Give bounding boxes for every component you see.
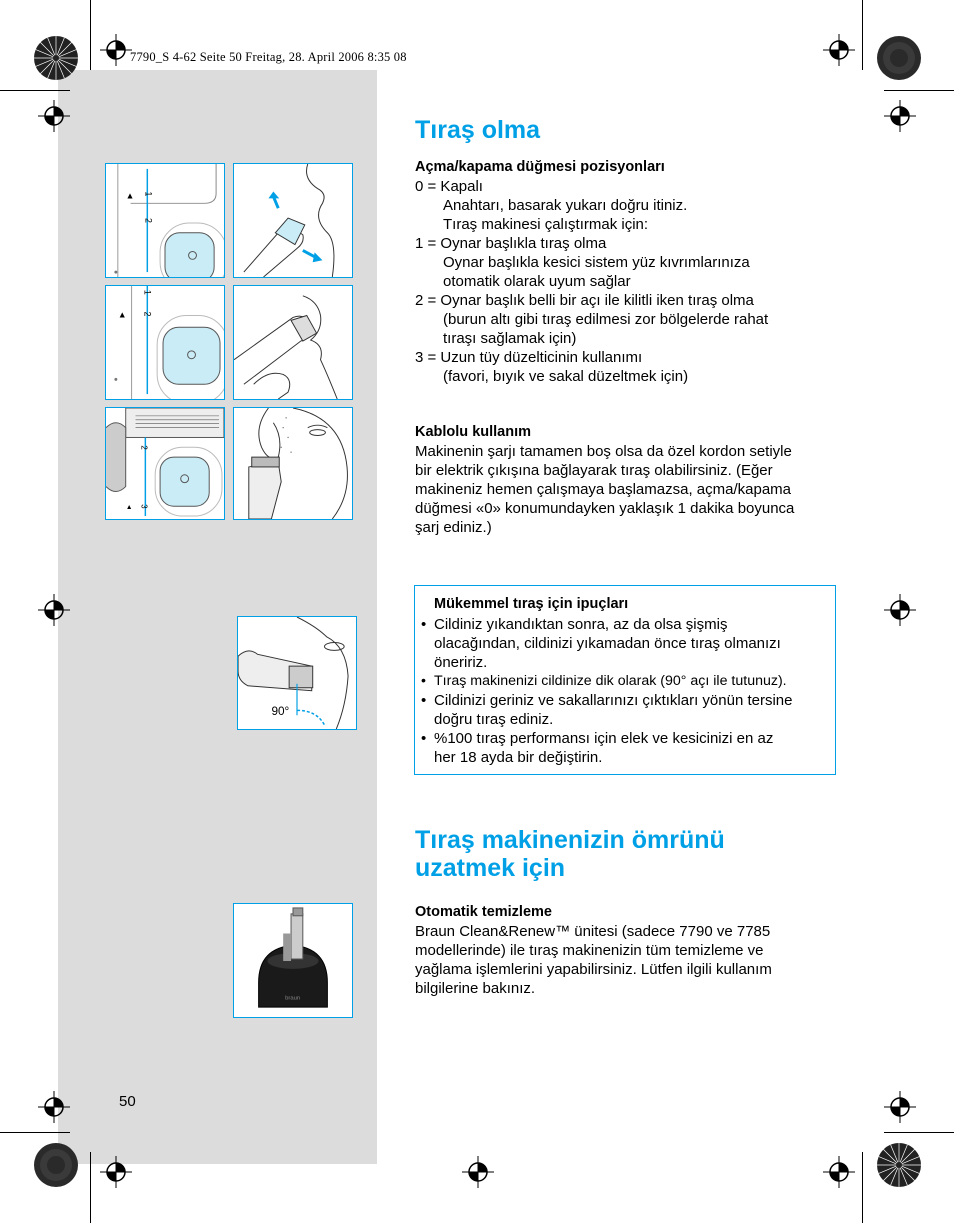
text-line: bir elektrik çıkışına bağlayarak tıraş olabilirsiniz. (Eğer (415, 462, 773, 479)
switch-arrow-label: ▲ (125, 504, 133, 512)
switch-positions-section (415, 158, 768, 386)
section-title (415, 826, 835, 882)
text-line: (burun altı gibi tıraş edilmesi zor bölgelerde rahat (443, 311, 769, 328)
text-line: Makinenin şarjı tamamen boş olsa da özel kordon setiyle (415, 443, 792, 460)
switch-tick-3: 3 (139, 504, 149, 509)
text-line: Cildiniz yıkandıktan sonra, az da olsa şişmiş (434, 616, 728, 633)
corded-use-section (415, 423, 794, 537)
registration-mark-icon (38, 594, 70, 626)
text-line: Tıraş makinesi çalıştırmak için: (443, 216, 649, 233)
text-line: 1 = Oynar başlıkla tıraş olma (415, 235, 607, 252)
crop-mark (90, 0, 91, 70)
text-line: modellerinde) ile tıraş makinenizin tüm temizleme ve (415, 942, 764, 959)
bullet: • (421, 730, 427, 747)
calibration-dial-icon (876, 35, 922, 81)
page-number: 50 (119, 1093, 136, 1110)
tips-title: Mükemmel tıraş için ipuçları (434, 596, 629, 612)
text-line: Cildinizi geriniz ve sakallarınızı çıktıkları yönün tersine (434, 692, 793, 709)
tips-list (421, 615, 831, 767)
text-line: 2 = Oynar başlık belli bir açı ile kilitli iken tıraş olma (415, 292, 754, 309)
clean-renew-station-figure (233, 903, 353, 1018)
switch-tick-2: 2 (139, 445, 149, 450)
pivoting-head-figure (233, 163, 353, 278)
calibration-dial-icon (33, 1142, 79, 1188)
trimmer-use-figure (233, 407, 353, 520)
calibration-dial-icon (876, 1142, 922, 1188)
print-header: 7790_S 4-62 Seite 50 Freitag, 28. April 2006 8:35 08 (130, 50, 407, 64)
tip-item (421, 615, 831, 672)
switch-tick-1: 1 (142, 289, 153, 295)
text-line: her 18 ayda bir değiştirin. (434, 749, 603, 766)
crop-mark (0, 90, 70, 91)
switch-arrow-label: ▲ (117, 309, 127, 320)
registration-mark-icon (100, 34, 132, 66)
brand-logo: braun (285, 995, 301, 1002)
section-heading: Otomatik temizleme (415, 904, 552, 920)
ninety-degree-angle-figure (237, 616, 357, 730)
crop-mark (884, 90, 954, 91)
registration-mark-icon (38, 100, 70, 132)
switch-position-2-figure (105, 285, 225, 400)
page-title: Tıraş olma (415, 116, 541, 144)
text-line: şarj ediniz.) (415, 519, 492, 536)
registration-mark-icon (884, 100, 916, 132)
calibration-dial-icon (33, 35, 79, 81)
text-line: (favori, bıyık ve sakal düzeltmek için) (443, 368, 689, 385)
title-line: Tıraş makinenizin ömrünü (415, 826, 725, 854)
tip-item (421, 691, 831, 729)
tips-box (414, 585, 836, 775)
switch-tick-2: 2 (143, 218, 154, 223)
crop-mark (862, 1152, 863, 1223)
text-line: 0 = Kapalı (415, 178, 483, 195)
text-line: yağlama işlemlerini yapabilirsiniz. Lütfen ilgili kullanım (415, 961, 772, 978)
text-line: %100 tıraş performansı için elek ve kesicinizi en az (434, 730, 774, 747)
text-line: tıraşı sağlamak için) (443, 330, 577, 347)
registration-mark-icon (38, 1091, 70, 1123)
switch-tick-1: 1 (143, 191, 154, 197)
registration-mark-icon (884, 594, 916, 626)
locked-head-figure (233, 285, 353, 400)
tip-item (421, 672, 831, 691)
text-line: düğmesi «0» konumundayken yaklaşık 1 dakika boyunca (415, 500, 795, 517)
crop-mark (0, 1132, 70, 1133)
switch-tick-2: 2 (142, 311, 153, 317)
section-heading: Açma/kapama düğmesi pozisyonları (415, 159, 665, 175)
registration-mark-icon (823, 34, 855, 66)
text-line: doğru tıraş ediniz. (434, 711, 554, 728)
text-line: 3 = Uzun tüy düzelticinin kullanımı (415, 349, 643, 366)
bullet: • (421, 692, 427, 709)
tip-item (421, 729, 831, 767)
switch-arrow-label: ▲ (125, 190, 135, 201)
text-line: Anahtarı, basarak yukarı doğru itiniz. (443, 197, 688, 214)
text-line: olacağından, cildinizi yıkamadan önce tıraş olmanızı (434, 635, 781, 652)
text-line: Oynar başlıkla kesici sistem yüz kıvrımlarınıza (443, 254, 750, 271)
title-line: uzatmek için (415, 854, 566, 882)
text-line: makineniz hemen çalışmaya başlamazsa, açma/kapama (415, 481, 792, 498)
switch-position-3-figure (105, 407, 225, 520)
bullet: • (421, 673, 426, 689)
switch-position-1-figure (105, 163, 225, 278)
auto-cleaning-section (415, 903, 772, 998)
registration-mark-icon (884, 1091, 916, 1123)
text-line: bilgilerine bakınız. (415, 980, 536, 997)
angle-label: 90° (271, 705, 290, 719)
crop-mark (862, 0, 863, 70)
text-line: öneririz. (434, 654, 488, 671)
registration-mark-icon (823, 1156, 855, 1188)
crop-mark (884, 1132, 954, 1133)
crop-mark (90, 1152, 91, 1223)
registration-mark-icon (462, 1156, 494, 1188)
text-line: Tıraş makinenizi cildinize dik olarak (90° açı ile tutunuz). (434, 673, 787, 689)
bullet: • (421, 616, 427, 633)
text-line: otomatik olarak uyum sağlar (443, 273, 631, 290)
section-heading: Kablolu kullanım (415, 424, 532, 440)
registration-mark-icon (100, 1156, 132, 1188)
text-line: Braun Clean&Renew™ ünitesi (sadece 7790 ve 7785 (415, 923, 771, 940)
